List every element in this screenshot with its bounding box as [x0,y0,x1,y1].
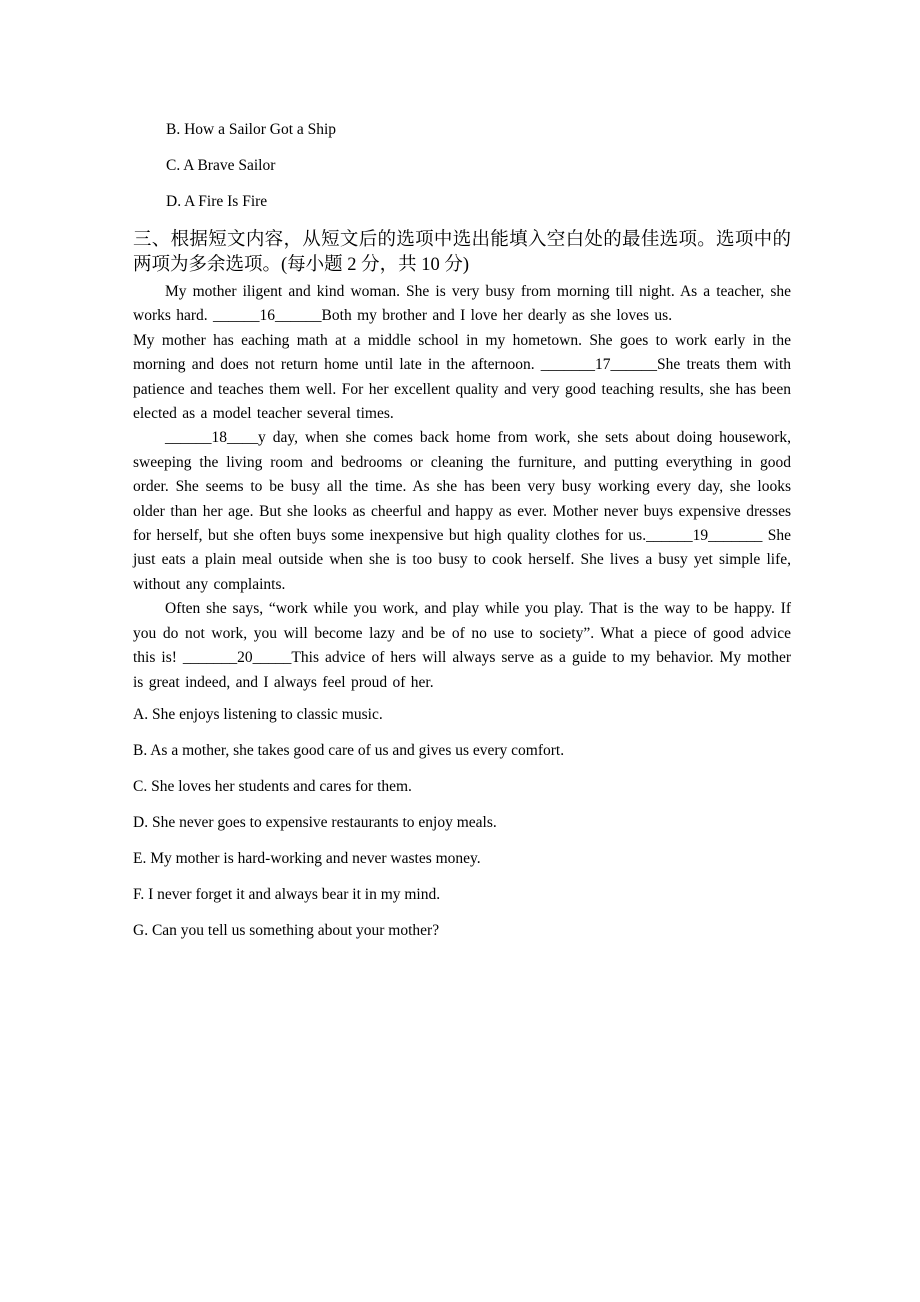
answer-option-f: F. I never forget it and always bear it in my mind. [133,885,441,903]
answer-option-g: G. Can you tell us something about your mother? [133,921,440,939]
answer-option-b: B. As a mother, she takes good care of us and gives us every comfort. [133,741,565,759]
answer-option-c: C. She loves her students and cares for them. [133,777,412,795]
question-option-c: C. A Brave Sailor [166,157,276,174]
passage-paragraph-1: My mother iligent and kind woman. She is very busy from morning till night. As a teacher, she works hard. ______16______Both my brother and I love her dearly as she loves us. [133,283,791,325]
section-heading: 三、根据短文内容，从短文后的选项中选出能填入空白处的最佳选项。选项中的两项为多余选项。(每小题 2 分，共 10 分) [133,230,791,275]
answer-options-list [133,705,791,941]
passage-paragraph-2: My mother has eaching math at a middle school in my hometown. She goes to work early in the morning and does not return home until late in the afternoon. _______17______She treats them with patience and teaches them well. For her excellent quality and very good teaching results, she has been elected as a model teacher several times. [133,331,791,423]
passage-paragraph-3: ______18____y day, when she comes back home from work, she sets about doing housework, sweeping the living room and bedrooms or cleaning the furniture, and putting everything in good order. She seems to be busy all the time. As she has been very busy working every day, she looks older than her age. But she looks as cheerful and happy as ever. Mother never buys expensive dresses for herself, but she often buys some inexpensive but high quality clothes for us.______19_______ She just eats a plain meal outside when she is too busy to cook herself. She lives a busy yet simple life, without any complaints. [133,429,791,593]
reading-passage [133,280,791,695]
answer-option-d: D. She never goes to expensive restaurants to enjoy meals. [133,813,497,831]
answer-option-e: E. My mother is hard-working and never wastes money. [133,849,481,867]
answer-option-a: A. She enjoys listening to classic music. [133,705,383,723]
page-content [133,0,791,957]
passage-paragraph-4: Often she says, “work while you work, and play while you play. That is the way to be happy. If you do not work, you will become lazy and be of no use to society”. What a piece of good advice this is! _______20_____This advice of hers will always serve as a guide to my behavior. My mother is great indeed, and I always feel proud of her. [133,600,791,691]
question-option-b: B. How a Sailor Got a Ship [166,121,337,138]
top-margin-spacer [133,0,791,120]
question-option-d: D. A Fire Is Fire [166,193,268,210]
